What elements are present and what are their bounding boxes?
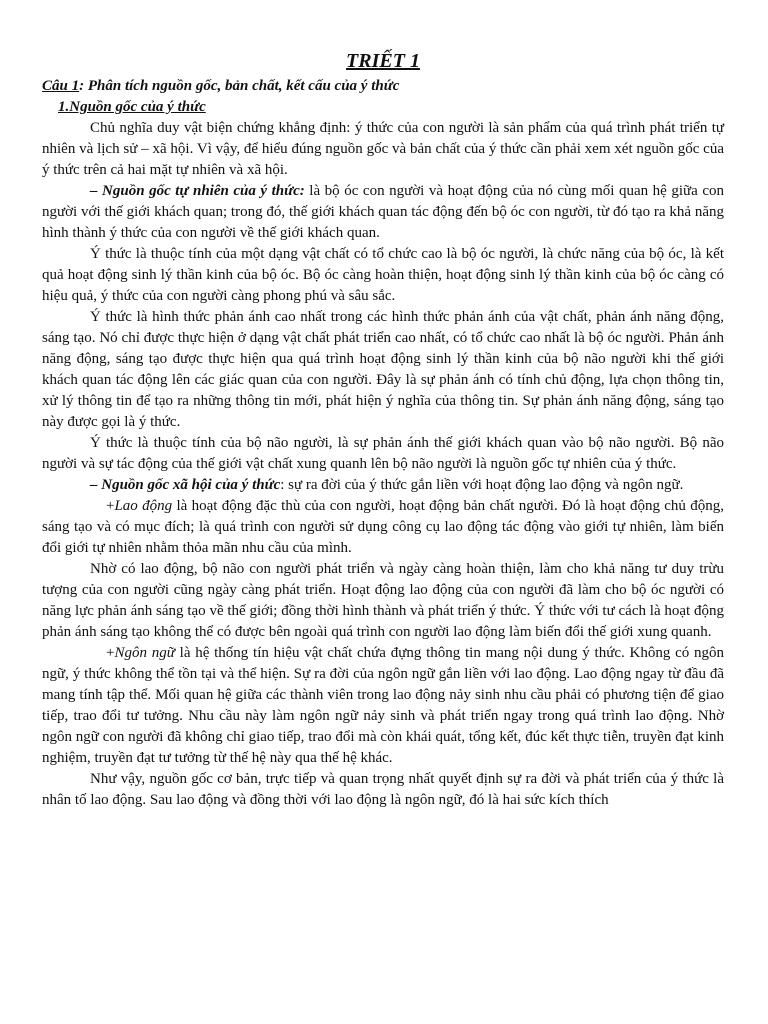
section-heading: 1.Nguồn gốc của ý thức (58, 99, 206, 115)
paragraph-2-lead: – Nguồn gốc tự nhiên của ý thức: (90, 183, 305, 199)
paragraph-8: Nhờ có lao động, bộ não con người phát triển và ngày càng hoàn thiện, làm cho khả năng tư duy trừu tượng của con người cũng ngày càng phát triển. Hoạt động lao động của con người đã làm cho bộ óc người có năng lực phản ánh sáng tạo về thế giới; đồng thời hình thành và phát triển ý thức. Ý thức với tư cách là hoạt động phản ánh sáng tạo không thể có được bên ngoài quá trình con người lao động làm biến đổi thế giới xung quanh. (42, 561, 724, 640)
paragraph-7 (42, 496, 724, 559)
paragraph-9-lead: Ngôn ngữ (114, 645, 175, 661)
paragraph-5: Ý thức là thuộc tính của bộ não người, là sự phản ánh thế giới khách quan vào bộ não người. Bộ não người và sự tác động của thế giới vật chất xung quanh lên bộ não người là nguồn gốc tự nhiên của ý thức. (42, 435, 724, 472)
paragraph-7-prefix: + (106, 498, 115, 514)
paragraph-6-lead: – Nguồn gốc xã hội của ý thức (90, 477, 281, 493)
paragraph-7-lead: Lao động (114, 498, 173, 514)
question-heading (42, 76, 724, 97)
paragraph-2 (42, 181, 724, 244)
page-title: TRIẾT 1 (346, 50, 420, 72)
paragraph-3: Ý thức là thuộc tính của một dạng vật chất có tổ chức cao là bộ óc người, là chức năng của bộ óc, là kết quả hoạt động sinh lý thần kinh của bộ óc. Bộ óc càng hoàn thiện, hoạt động sinh lý thần kinh của bộ óc càng có hiệu quả, ý thức của con người càng phong phú và sâu sắc. (42, 246, 724, 304)
paragraph-4: Ý thức là hình thức phản ánh cao nhất trong các hình thức phản ánh của vật chất, phản ánh năng động, sáng tạo. Nó chỉ được thực hiện ở dạng vật chất phát triển cao nhất, có tổ chức cao nhất là bộ óc người. Phản ánh năng động, sáng tạo được thực hiện qua quá trình hoạt động sinh lý thần kinh của bộ não người khi thế giới khách quan tác động lên các giác quan của con người. Đây là sự phản ánh có tính chủ động, lựa chọn thông tin, xử lý thông tin để tạo ra những thông tin mới, phát hiện ý nghĩa của thông tin. Sự phản ánh năng động, sáng tạo này được gọi là ý thức. (42, 309, 724, 430)
paragraph-9-body: là hệ thống tín hiệu vật chất chứa đựng thông tin mang nội dung ý thức. Không có ngôn ngữ, ý thức không thể tồn tại và thể hiện. Sự ra đời của ngôn ngữ gắn liền với lao động. Lao động ngay từ đầu đã mang tính tập thể. Mối quan hệ giữa các thành viên trong lao động nảy sinh nhu cầu phải có phương tiện để giao tiếp, trao đổi tư tưởng. Nhu cầu này làm ngôn ngữ nảy sinh và phát triển ngay trong quá trình lao động. Nhờ ngôn ngữ con người đã không chỉ giao tiếp, trao đổi mà còn khái quát, tổng kết, đúc kết thực tiễn, truyền đạt kinh nghiệm, truyền đạt tư tưởng từ thế hệ này qua thế hệ khác. (42, 645, 724, 766)
paragraph-7-body: là hoạt động đặc thù của con người, hoạt động bản chất người. Đó là hoạt động chủ động, sáng tạo và có mục đích; là quá trình con người sử dụng công cụ lao động tác động vào giới tự nhiên, làm biến đổi giới tự nhiên nhằm thỏa mãn nhu cầu của mình. (42, 498, 724, 556)
question-label: Câu 1 (42, 78, 80, 94)
paragraph-1: Chủ nghĩa duy vật biện chứng khẳng định: ý thức của con người là sản phẩm của quá trình phát triển tự nhiên và lịch sử – xã hội. Vì vậy, để hiểu đúng nguồn gốc và bản chất của ý thức cần phải xem xét nguồn gốc của ý thức trên cả hai mặt tự nhiên và xã hội. (42, 120, 724, 178)
paragraph-2-body: là bộ óc con người và hoạt động của nó cùng mối quan hệ giữa con người với thế giới khách quan; trong đó, thế giới khách quan tác động đến bộ óc con người, từ đó tạo ra khả năng hình thành ý thức của con người về thế giới khách quan. (42, 183, 724, 241)
paragraph-9 (42, 643, 724, 769)
paragraph-6 (42, 475, 724, 496)
paragraph-10: Như vậy, nguồn gốc cơ bản, trực tiếp và quan trọng nhất quyết định sự ra đời và phát triển của ý thức là nhân tố lao động. Sau lao động và đồng thời với lao động là ngôn ngữ, đó là hai sức kích thích (42, 771, 724, 808)
paragraph-9-prefix: + (106, 645, 115, 661)
paragraph-6-body: : sự ra đời của ý thức gắn liền với hoạt động lao động và ngôn ngữ. (280, 477, 684, 493)
question-text: : Phân tích nguồn gốc, bản chất, kết cấu của ý thức (79, 78, 400, 94)
